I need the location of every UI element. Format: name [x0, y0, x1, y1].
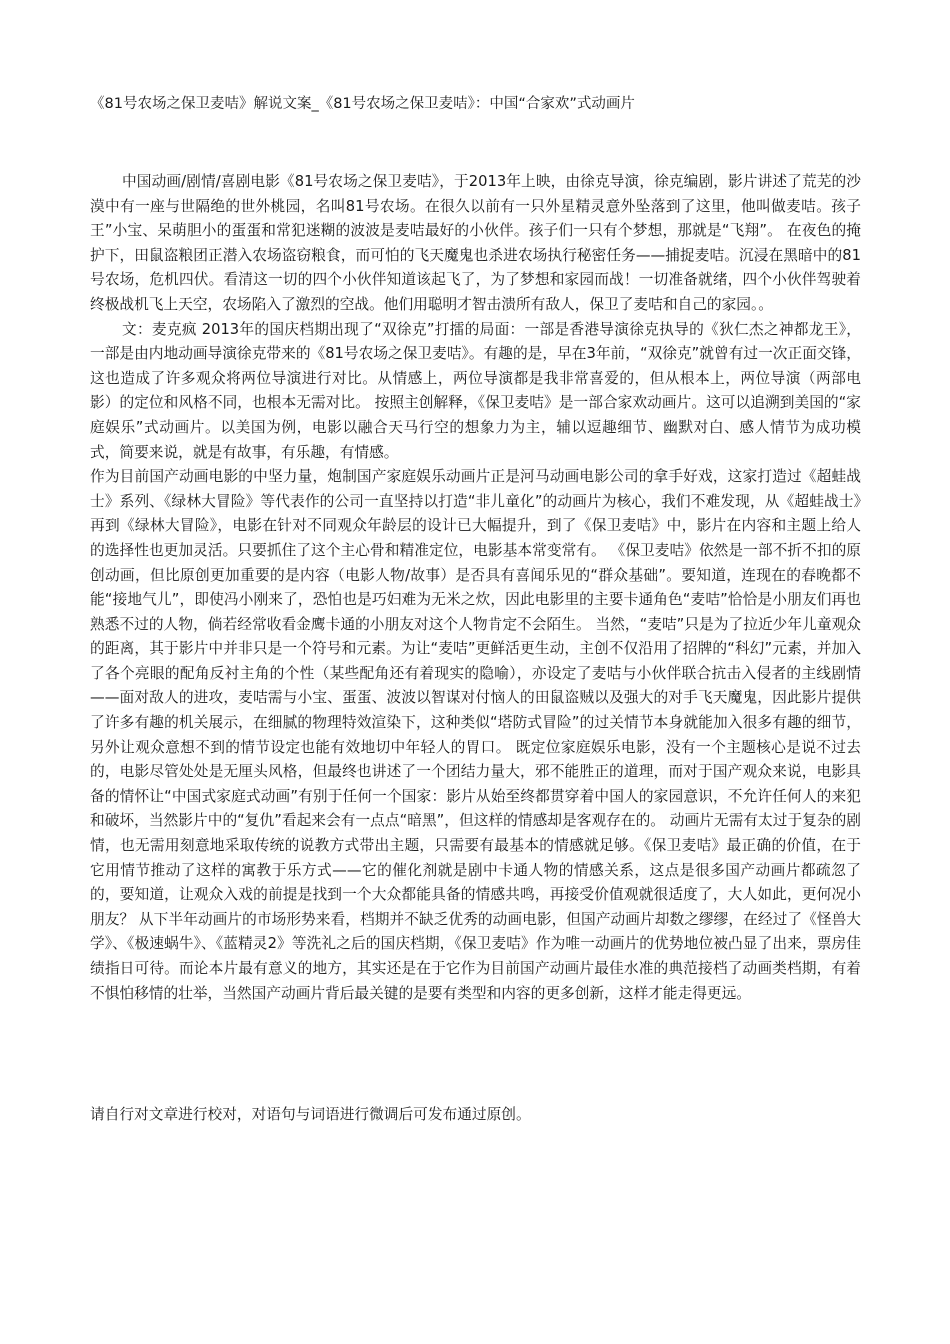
- document-title: 《81号农场之保卫麦咭》解说文案_《81号农场之保卫麦咭》：中国“合家欢”式动画片: [90, 96, 635, 112]
- document-body: [90, 170, 861, 1006]
- footer-note: 请自行对文章进行校对，对语句与词语进行微调后可发布通过原创。: [90, 1106, 531, 1123]
- paragraph-review-intro: 文：麦克疯 2013年的国庆档期出现了“双徐克”打擂的局面：一部是香港导演徐克执导的《狄仁杰之神都龙王》，一部是由内地动画导演徐克带来的《81号农场之保卫麦咭》。有趣的是，早在3年前，“双徐克”就曾有过一次正面交锋，这也造成了许多观众将两位导演进行对比。从情感上，两位导演都是我非常喜爱的，但从根本上，两位导演（两部电影）的定位和风格不同，也根本无需对比。 按照主创解释，《保卫麦咭》是一部合家欢动画片。这可以追溯到美国的“家庭娱乐”式动画片。以美国为例，电影以融合天马行空的想象力为主，辅以逗趣细节、幽默对白、感人情节为成功模式，简要来说，就是有故事，有乐趣，有情感。: [90, 320, 861, 461]
- paragraph-synopsis: 中国动画/剧情/喜剧电影《81号农场之保卫麦咭》，于2013年上映，由徐克导演，徐克编剧，影片讲述了荒芜的沙漠中有一座与世隔绝的世外桃园，名叫81号农场。在很久以前有一只外星精灵意外坠落到了这里，他叫做麦咭。孩子王”小宝、呆萌胆小的蛋蛋和常犯迷糊的波波是麦咭最好的小伙伴。孩子们一只有个梦想，那就是“飞翔”。 在夜色的掩护下，田鼠盗粮团正潜入农场盗窃粮食，而可怕的飞天魔鬼也杀进农场执行秘密任务——捕捉麦咭。沉浸在黑暗中的81号农场，危机四伏。看清这一切的四个小伙伴知道该起飞了，为了梦想和家园而战！一切准备就绪，四个小伙伴驾驶着终极战机飞上天空，农场陷入了激烈的空战。他们用聪明才智击溃所有敌人，保卫了麦咭和自己的家园。。: [90, 173, 861, 313]
- paragraph-review-body: 作为目前国产动画电影的中坚力量，炮制国产家庭娱乐动画片正是河马动画电影公司的拿手好戏，这家打造过《超蛙战士》系列、《绿林大冒险》等代表作的公司一直坚持以打造“非儿童化”的动画片为核心，我们不难发现，从《超蛙战士》再到《绿林大冒险》，电影在针对不同观众年龄层的设计已大幅提升，到了《保卫麦咭》中，影片在内容和主题上给人的选择性也更加灵活。只要抓住了这个主心骨和精准定位，电影基本常变常有。 《保卫麦咭》依然是一部不折不扣的原创动画，但比原创更加重要的是内容（电影人物/故事）是否具有喜闻乐见的“群众基础”。要知道，连现在的春晚都不能“接地气儿”，即使冯小刚来了，恐怕也是巧妇难为无米之炊，因此电影里的主要卡通角色“麦咭”恰恰是小朋友们再也熟悉不过的人物，倘若经常收看金鹰卡通的小朋友对这个人物肯定不会陌生。 当然，“麦咭”只是为了拉近少年儿童观众的距离，其于影片中并非只是一个符号和元素。为让“麦咭”更鲜活更生动，主创不仅沿用了招牌的“科幻”元素，并加入了各个亮眼的配角反衬主角的个性（某些配角还有着现实的隐喻），亦设定了麦咭与小伙伴联合抗击入侵者的主线剧情——面对敌人的进攻，麦咭需与小宝、蛋蛋、波波以智谋对付恼人的田鼠盗贼以及强大的对手飞天魔鬼，因此影片提供了许多有趣的机关展示，在细腻的物理特效渲染下，这种类似“塔防式冒险”的过关情节本身就能加入很多有趣的细节，另外让观众意想不到的情节设定也能有效地切中年轻人的胃口。 既定位家庭娱乐电影，没有一个主题核心是说不过去的，电影尽管处处是无厘头风格，但最终也讲述了一个团结力量大，邪不能胜正的道理，而对于国产观众来说，电影具备的情怀让“中国式家庭式动画”有别于任何一个国家：影片从始至终都贯穿着中国人的家园意识，不允许任何人的来犯和破坏，当然影片中的“复仇”看起来会有一点点“暗黑”，但这样的情感却是客观存在的。 动画片无需有太过于复杂的剧情，也无需用刻意地采取传统的说教方式带出主题，只需要有最基本的情感就足够。《保卫麦咭》最正确的价值，在于它用情节推动了这样的寓教于乐方式——它的催化剂就是剧中卡通人物的情感关系，这点是很多国产动画片都疏忽了的，要知道，让观众入戏的前提是找到一个大众都能具备的情感共鸣，再接受价值观就很适度了，大人如此，更何况小朋友？ 从下半年动画片的市场形势来看，档期并不缺乏优秀的动画电影，但国产动画片却数之缪缪，在经过了《怪兽大学》、《极速蜗牛》、《蓝精灵2》等洗礼之后的国庆档期，《保卫麦咭》作为唯一动画片的优势地位被凸显了出来，票房佳绩指日可待。而论本片最有意义的地方，其实还是在于它作为目前国产动画片最佳水准的典范接档了动画类档期，有着不惧怕移情的壮举，当然国产动画片背后最关键的是要有类型和内容的更多创新，这样才能走得更远。: [90, 468, 861, 1002]
